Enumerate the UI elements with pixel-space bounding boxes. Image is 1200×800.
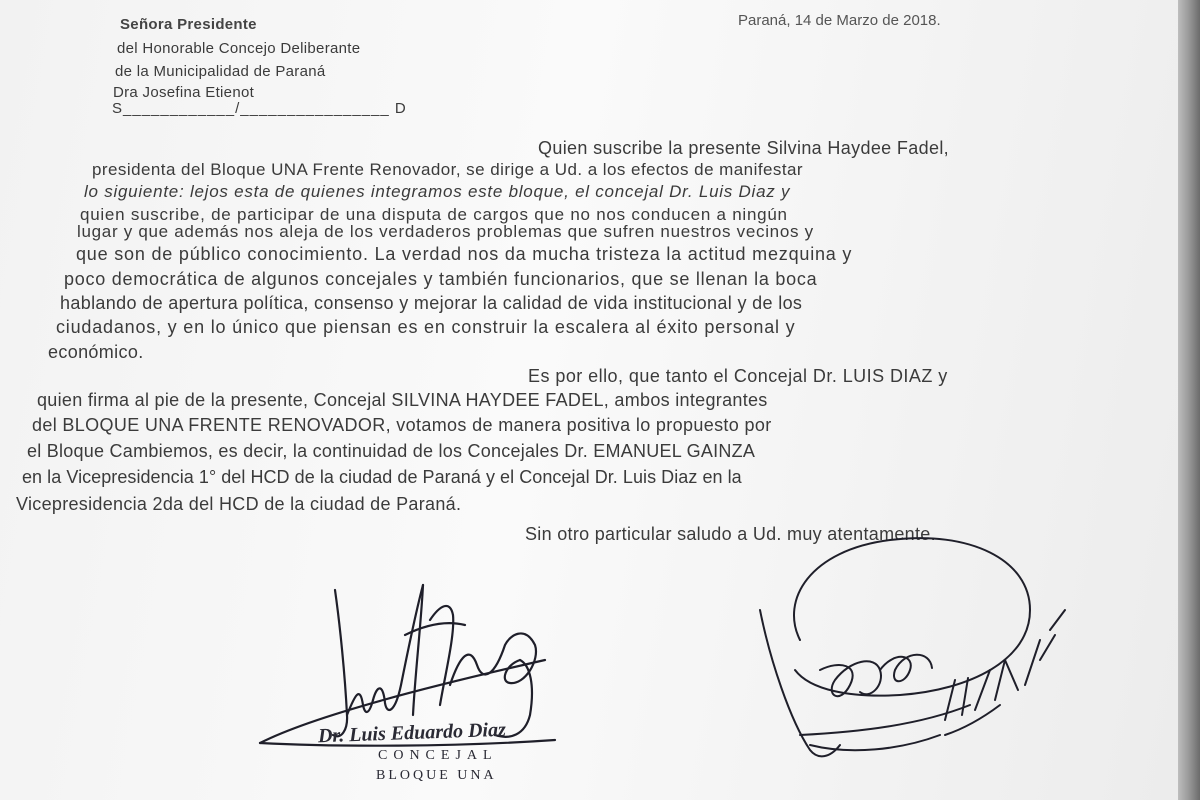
signature-right (700, 520, 1100, 780)
body-line-10: económico. (48, 342, 144, 362)
body-line-4: quien suscribe, de participar de una disputa de cargos que no nos conducen a ningún (80, 205, 788, 224)
body-line-3: lo siguiente: lejos esta de quienes integramos este bloque, el concejal Dr. Luis Diaz y (84, 182, 791, 201)
addressee-line-2: del Honorable Concejo Deliberante (117, 40, 361, 57)
letter-date: Paraná, 14 de Marzo de 2018. (738, 12, 941, 29)
body-line-16: Vicepresidencia 2da del HCD de la ciudad de Paraná. (16, 494, 462, 514)
stamp-bloc: BLOQUE UNA (376, 768, 497, 783)
stamp-role: CONCEJAL (378, 748, 498, 763)
body-line-2: presidenta del Bloque UNA Frente Renovador, se dirige a Ud. a los efectos de manifestar (92, 160, 804, 179)
body-line-9: ciudadanos, y en lo único que piensan es en construir la escalera al éxito personal y (56, 317, 796, 337)
body-line-11: Es por ello, que tanto el Concejal Dr. LUIS DIAZ y (528, 366, 948, 386)
body-line-13: del BLOQUE UNA FRENTE RENOVADOR, votamos de manera positiva lo propuesto por (32, 415, 772, 435)
salutation-line: S____________/________________ D (112, 100, 407, 117)
body-line-12: quien firma al pie de la presente, Concejal SILVINA HAYDEE FADEL, ambos integrantes (37, 390, 768, 410)
body-line-15: en la Vicepresidencia 1° del HCD de la ciudad de Paraná y el Concejal Dr. Luis Diaz en la (22, 467, 742, 487)
addressee-line-4: Dra Josefina Etienot (113, 84, 255, 101)
body-line-7: poco democrática de algunos concejales y también funcionarios, que se llenan la boca (64, 269, 818, 289)
signature-left (255, 565, 615, 800)
stamp-name: Dr. Luis Eduardo Diaz (317, 718, 507, 748)
closing-line: Sin otro particular saludo a Ud. muy atentamente. (525, 524, 936, 544)
addressee-line-3: de la Municipalidad de Paraná (115, 63, 326, 80)
body-line-14: el Bloque Cambiemos, es decir, la continuidad de los Concejales Dr. EMANUEL GAINZA (27, 441, 756, 461)
body-line-6: que son de público conocimiento. La verdad nos da mucha tristeza la actitud mezquina y (76, 244, 853, 264)
body-line-5: lugar y que además nos aleja de los verdaderos problemas que sufren nuestros vecinos y (77, 222, 814, 241)
body-line-1: Quien suscribe la presente Silvina Haydee Fadel, (538, 138, 950, 158)
body-line-8: hablando de apertura política, consenso y mejorar la calidad de vida institucional y de los (60, 293, 803, 313)
addressee-line-1: Señora Presidente (120, 16, 257, 33)
